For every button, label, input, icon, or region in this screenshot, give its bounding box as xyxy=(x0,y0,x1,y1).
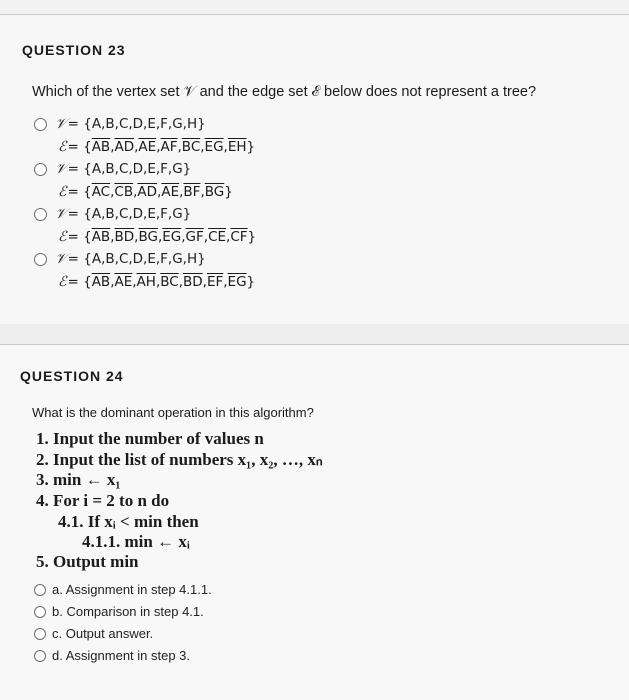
edge-eg: $\overline{EG}$ xyxy=(162,229,182,245)
algorithm-step-4-1-1: 4.1.1. min ← xᵢ xyxy=(82,532,190,551)
radio-button[interactable] xyxy=(34,208,47,221)
radio-button[interactable] xyxy=(34,253,47,266)
question-23-panel xyxy=(0,14,629,324)
edge-ad: $\overline{AD}$ xyxy=(114,139,135,155)
vertex-set: 𝒱 = {A,B,C,D,E,F,G,H} xyxy=(55,116,206,132)
vertex-set: 𝒱 = {A,B,C,D,E,F,G} xyxy=(55,161,192,177)
edge-bc: $\overline{BC}$ xyxy=(160,274,179,290)
edge-ah: $\overline{AH}$ xyxy=(136,274,156,290)
algorithm-step-2: 2. Input the list of numbers x₁, x₂, …, xₙ xyxy=(36,450,323,469)
algorithm-step-4: 4. For i = 2 to n do xyxy=(36,491,170,510)
algorithm-step-4-1: 4.1. If xᵢ < min then xyxy=(58,512,199,531)
radio-button[interactable] xyxy=(34,628,46,640)
edge-cb: $\overline{CB}$ xyxy=(114,184,134,200)
edge-bf: $\overline{BF}$ xyxy=(183,184,201,200)
question-header: QUESTION 24 xyxy=(20,368,124,384)
q23-option-1[interactable] xyxy=(34,116,206,132)
q24-option-d[interactable] xyxy=(34,648,190,663)
option-label: d. Assignment in step 3. xyxy=(52,648,191,663)
edge-ce: $\overline{CE}$ xyxy=(208,229,227,245)
edge-bd: $\overline{BD}$ xyxy=(114,229,135,245)
q24-option-c[interactable] xyxy=(34,626,153,641)
radio-button[interactable] xyxy=(34,650,46,662)
algorithm-step-5: 5. Output min xyxy=(36,552,139,571)
option-label: c. Output answer. xyxy=(52,626,154,641)
question-24-panel xyxy=(0,344,629,700)
edge-eg: $\overline{EG}$ xyxy=(204,139,224,155)
edge-ae: $\overline{AE}$ xyxy=(114,274,133,290)
vertex-set: 𝒱 = {A,B,C,D,E,F,G,H} xyxy=(55,251,206,267)
radio-button[interactable] xyxy=(34,118,47,131)
edge-set: ℰ= $\{\overline{AB},\overline{AD},\overline{AE},\overline{AF},\overline{BC},\overline{EG},\overline{EH}\}$ xyxy=(58,139,256,155)
edge-set: ℰ= $\{\overline{AC},\overline{CB},\overline{AD},\overline{AE},\overline{BF},\overline{BG}\}$ xyxy=(58,184,233,200)
radio-button[interactable] xyxy=(34,163,47,176)
edge-ac: $\overline{AC}$ xyxy=(91,184,111,200)
edge-af: $\overline{AF}$ xyxy=(160,139,178,155)
edge-bd: $\overline{BD}$ xyxy=(182,274,203,290)
q23-option-4[interactable] xyxy=(34,251,206,267)
q23-option-2[interactable] xyxy=(34,161,191,177)
question-text: What is the dominant operation in this algorithm? xyxy=(32,405,314,420)
edge-ad: $\overline{AD}$ xyxy=(137,184,158,200)
edge-bc: $\overline{BC}$ xyxy=(181,139,201,155)
edge-cf: $\overline{CF}$ xyxy=(230,229,248,245)
edge-ae: $\overline{AE}$ xyxy=(161,184,180,200)
edge-ab: $\overline{AB}$ xyxy=(91,139,111,155)
edge-set: ℰ= $\{\overline{AB},\overline{BD},\overline{BG},\overline{EG},\overline{GF},\overline{CE},\overline{CF}\}$ xyxy=(58,229,257,245)
q23-option-3[interactable] xyxy=(34,206,191,222)
edge-ef: $\overline{EF}$ xyxy=(206,274,224,290)
edge-ae: $\overline{AE}$ xyxy=(138,139,157,155)
edge-eg: $\overline{EG}$ xyxy=(227,274,247,290)
edge-ab: $\overline{AB}$ xyxy=(91,274,111,290)
q24-option-b[interactable] xyxy=(34,604,204,619)
option-label: a. Assignment in step 4.1.1. xyxy=(52,582,212,597)
radio-button[interactable] xyxy=(34,606,46,618)
edge-set: ℰ= $\{\overline{AB},\overline{AE},\overline{AH},\overline{BC},\overline{BD},\overline{EF},\overline{EG}\}$ xyxy=(58,274,256,290)
section-divider xyxy=(0,324,629,344)
algorithm-step-3: 3. min ← x₁ xyxy=(36,470,121,489)
option-label: b. Comparison in step 4.1. xyxy=(52,604,204,619)
edge-bg: $\overline{BG}$ xyxy=(138,229,158,245)
edge-bg: $\overline{BG}$ xyxy=(204,184,225,200)
edge-ab: $\overline{AB}$ xyxy=(91,229,111,245)
radio-button[interactable] xyxy=(34,584,46,596)
vertex-set: 𝒱 = {A,B,C,D,E,F,G} xyxy=(55,206,192,222)
algorithm-step-1: 1. Input the number of values n xyxy=(36,429,264,448)
edge-eh: $\overline{EH}$ xyxy=(227,139,247,155)
question-header: QUESTION 23 xyxy=(22,42,126,58)
edge-gf: $\overline{GF}$ xyxy=(185,229,204,245)
question-text: Which of the vertex set 𝒱 and the edge set ℰ below does not represent a tree? xyxy=(32,84,537,100)
q24-option-a[interactable] xyxy=(34,582,212,597)
